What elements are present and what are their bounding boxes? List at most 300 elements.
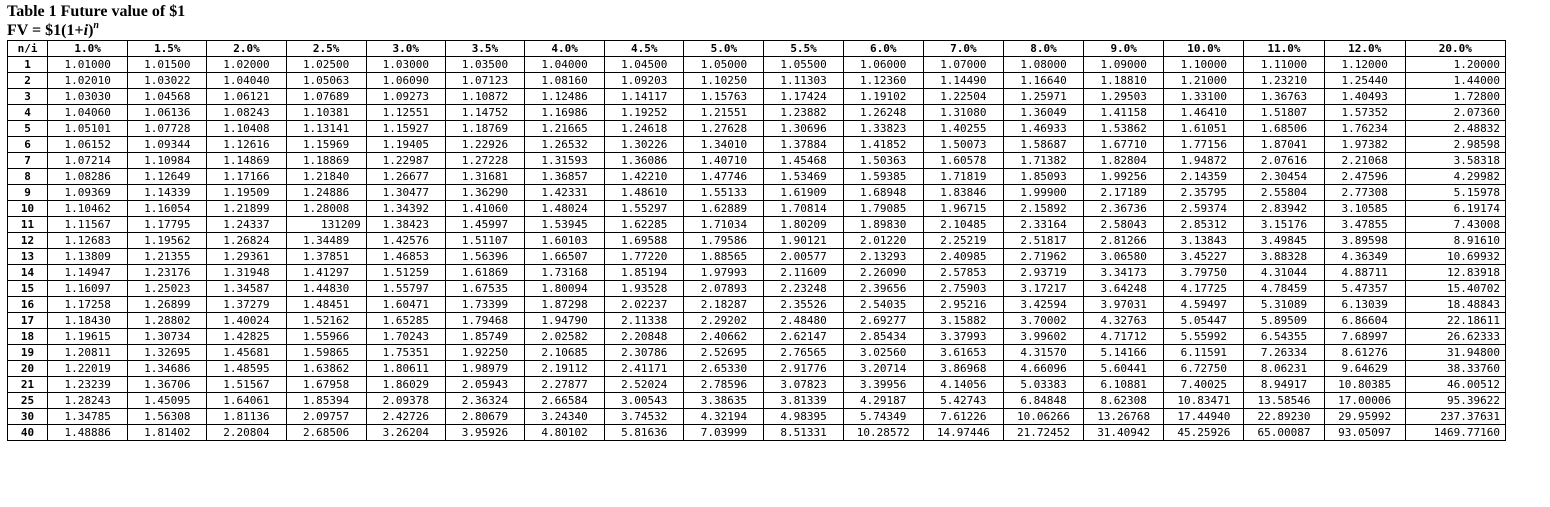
value-cell: 2.68506 [286,425,366,441]
value-cell: 4.29187 [843,393,923,409]
value-cell: 1.14752 [445,105,524,121]
value-cell: 4.29982 [1405,169,1505,185]
value-cell: 45.25926 [1164,425,1244,441]
period-cell: 17 [8,313,48,329]
value-cell: 1.26677 [366,169,445,185]
table-row [8,249,1506,265]
value-cell: 1.36290 [445,185,524,201]
value-cell: 1.07000 [923,57,1003,73]
value-cell: 1.02000 [207,57,286,73]
value-cell: 65.00087 [1244,425,1324,441]
value-cell: 3.58318 [1405,153,1505,169]
value-cell: 4.36349 [1324,249,1405,265]
value-cell: 1.58687 [1003,137,1083,153]
value-cell: 1.97993 [684,265,764,281]
value-cell: 1.87041 [1244,137,1324,153]
value-cell: 4.66096 [1003,361,1083,377]
value-cell: 237.37631 [1405,409,1505,425]
value-cell: 2.14359 [1164,169,1244,185]
period-cell: 15 [8,281,48,297]
value-cell: 1.10984 [128,153,207,169]
value-cell: 1.55297 [605,201,684,217]
value-cell: 7.40025 [1164,377,1244,393]
rate-header: 9.0% [1084,41,1164,57]
value-cell: 3.86968 [923,361,1003,377]
value-cell: 4.17725 [1164,281,1244,297]
period-cell: 4 [8,105,48,121]
table-row [8,265,1506,281]
value-cell: 2.80679 [445,409,524,425]
formula-suffix: ) [88,22,94,39]
value-cell: 1.48595 [207,361,286,377]
value-cell: 1.06152 [48,137,128,153]
value-cell: 1.94790 [525,313,605,329]
value-cell: 1.80611 [366,361,445,377]
value-cell: 2.83942 [1244,201,1324,217]
value-cell: 1.41060 [445,201,524,217]
value-cell: 2.10485 [923,217,1003,233]
value-cell: 3.10585 [1324,201,1405,217]
value-cell: 93.05097 [1324,425,1405,441]
value-cell: 1.69588 [605,233,684,249]
value-cell: 1.53862 [1084,121,1164,137]
value-cell: 3.42594 [1003,297,1083,313]
value-cell: 1.44000 [1405,73,1505,89]
value-cell: 1.56396 [445,249,524,265]
value-cell: 1.27228 [445,153,524,169]
value-cell: 2.21068 [1324,153,1405,169]
value-cell: 2.25219 [923,233,1003,249]
value-cell: 2.30454 [1244,169,1324,185]
value-cell: 2.35795 [1164,185,1244,201]
value-cell: 3.61653 [923,345,1003,361]
value-cell: 1.26899 [128,297,207,313]
value-cell: 1.04568 [128,89,207,105]
value-cell: 1.71034 [684,217,764,233]
value-cell: 2.26090 [843,265,923,281]
value-cell: 1.79468 [445,313,524,329]
value-cell: 10.28572 [843,425,923,441]
value-cell: 5.15978 [1405,185,1505,201]
value-cell: 1.45095 [128,393,207,409]
rate-header: 10.0% [1164,41,1244,57]
value-cell: 2.20848 [605,329,684,345]
value-cell: 18.48843 [1405,297,1505,313]
value-cell: 1.52162 [286,313,366,329]
period-cell: 1 [8,57,48,73]
value-cell: 15.40702 [1405,281,1505,297]
value-cell: 2.13293 [843,249,923,265]
value-cell: 3.38635 [684,393,764,409]
value-cell: 6.86604 [1324,313,1405,329]
value-cell: 1.05000 [684,57,764,73]
table-row [8,313,1506,329]
value-cell: 8.94917 [1244,377,1324,393]
value-cell: 1.23239 [48,377,128,393]
formula-line [7,21,1506,40]
value-cell: 1.10000 [1164,57,1244,73]
value-cell: 1.67958 [286,377,366,393]
value-cell: 3.24340 [525,409,605,425]
value-cell: 1.18430 [48,313,128,329]
value-cell: 4.14056 [923,377,1003,393]
value-cell: 1.36086 [605,153,684,169]
value-cell: 2.62147 [764,329,843,345]
value-cell: 3.81339 [764,393,843,409]
value-cell: 1.18810 [1084,73,1164,89]
value-cell: 3.34173 [1084,265,1164,281]
value-cell: 2.75903 [923,281,1003,297]
value-cell: 2.40985 [923,249,1003,265]
value-cell: 1.05063 [286,73,366,89]
value-cell: 1.25023 [128,281,207,297]
period-cell: 20 [8,361,48,377]
value-cell: 1.36049 [1003,105,1083,121]
value-cell: 2.95216 [923,297,1003,313]
value-cell: 6.13039 [1324,297,1405,313]
value-cell: 2.15892 [1003,201,1083,217]
value-cell: 1.19102 [843,89,923,105]
value-cell: 1.67535 [445,281,524,297]
value-cell: 1.48451 [286,297,366,313]
value-cell: 1.05500 [764,57,843,73]
value-cell: 1.57352 [1324,105,1405,121]
value-cell: 3.37993 [923,329,1003,345]
value-cell: 1.09273 [366,89,445,105]
formula-prefix: FV = $1(1+ [7,22,84,39]
period-cell: 12 [8,233,48,249]
value-cell: 17.00006 [1324,393,1405,409]
value-cell: 1.23176 [128,265,207,281]
value-cell: 2.27877 [525,377,605,393]
value-cell: 1.96715 [923,201,1003,217]
value-cell: 1.65285 [366,313,445,329]
value-cell: 3.49845 [1244,233,1324,249]
value-cell: 1.63862 [286,361,366,377]
value-cell: 1.13141 [286,121,366,137]
value-cell: 1.59865 [286,345,366,361]
value-cell: 1.37884 [764,137,843,153]
value-cell: 2.07893 [684,281,764,297]
value-cell: 1.46933 [1003,121,1083,137]
value-cell: 1.22926 [445,137,524,153]
value-cell: 1.77220 [605,249,684,265]
value-cell: 12.83918 [1405,265,1505,281]
rate-header: 3.5% [445,41,524,57]
value-cell: 1.67710 [1084,137,1164,153]
rate-header: 2.0% [207,41,286,57]
value-cell: 1.21840 [286,169,366,185]
value-cell: 1.26824 [207,233,286,249]
value-cell: 2.10685 [525,345,605,361]
table-row [8,393,1506,409]
value-cell: 1.42331 [525,185,605,201]
value-cell: 1.10462 [48,201,128,217]
value-cell: 5.81636 [605,425,684,441]
value-cell: 5.74349 [843,409,923,425]
value-cell: 1.21000 [1164,73,1244,89]
value-cell: 1.41297 [286,265,366,281]
rate-header: 7.0% [923,41,1003,57]
value-cell: 1.09369 [48,185,128,201]
value-cell: 2.02237 [605,297,684,313]
value-cell: 2.36324 [445,393,524,409]
value-cell: 6.19174 [1405,201,1505,217]
value-cell: 3.64248 [1084,281,1164,297]
value-cell: 1.36857 [525,169,605,185]
value-cell: 1.08286 [48,169,128,185]
value-cell: 5.03383 [1003,377,1083,393]
value-cell: 4.31570 [1003,345,1083,361]
value-cell: 2.29202 [684,313,764,329]
value-cell: 1.61869 [445,265,524,281]
value-cell: 1.98979 [445,361,524,377]
table-row [8,425,1506,441]
value-cell: 3.17217 [1003,281,1083,297]
value-cell: 1.40493 [1324,89,1405,105]
value-cell: 1.89830 [843,217,923,233]
table-row [8,281,1506,297]
value-cell: 1.31080 [923,105,1003,121]
value-cell: 1.77156 [1164,137,1244,153]
value-cell: 1.92250 [445,345,524,361]
value-cell: 3.39956 [843,377,923,393]
value-cell: 1.44830 [286,281,366,297]
value-cell: 7.03999 [684,425,764,441]
value-cell: 1.60103 [525,233,605,249]
rate-header: 8.0% [1003,41,1083,57]
value-cell: 1.27628 [684,121,764,137]
value-cell: 1.03000 [366,57,445,73]
value-cell: 1.07123 [445,73,524,89]
value-cell: 1.75351 [366,345,445,361]
table-row [8,217,1506,233]
value-cell: 1.48024 [525,201,605,217]
rate-header: 6.0% [843,41,923,57]
value-cell: 2.11609 [764,265,843,281]
value-cell: 1.28008 [286,201,366,217]
value-cell: 1.30734 [128,329,207,345]
period-cell: 40 [8,425,48,441]
value-cell: 1.60471 [366,297,445,313]
value-cell: 1.85093 [1003,169,1083,185]
value-cell: 3.95926 [445,425,524,441]
table-row [8,233,1506,249]
table-row [8,329,1506,345]
period-cell: 3 [8,89,48,105]
value-cell: 1.29361 [207,249,286,265]
value-cell: 1.15763 [684,89,764,105]
value-cell: 1.80094 [525,281,605,297]
value-cell: 1.14490 [923,73,1003,89]
value-cell: 2.20804 [207,425,286,441]
value-cell: 2.98598 [1405,137,1505,153]
value-cell: 1.19405 [366,137,445,153]
value-cell: 1.19252 [605,105,684,121]
value-cell: 5.60441 [1084,361,1164,377]
value-cell: 2.52024 [605,377,684,393]
value-cell: 1.32695 [128,345,207,361]
value-cell: 8.06231 [1244,361,1324,377]
future-value-table [7,40,1506,441]
value-cell: 1.02010 [48,73,128,89]
value-cell: 9.64629 [1324,361,1405,377]
value-cell: 95.39622 [1405,393,1505,409]
value-cell: 3.07823 [764,377,843,393]
value-cell: 1.51107 [445,233,524,249]
value-cell: 1.34587 [207,281,286,297]
value-cell: 1.14869 [207,153,286,169]
value-cell: 1.79586 [684,233,764,249]
value-cell: 1.61909 [764,185,843,201]
value-cell: 2.59374 [1164,201,1244,217]
value-cell: 10.69932 [1405,249,1505,265]
value-cell: 2.09757 [286,409,366,425]
value-cell: 1.17795 [128,217,207,233]
value-cell: 3.15176 [1244,217,1324,233]
value-cell: 1.28802 [128,313,207,329]
value-cell: 1.06121 [207,89,286,105]
value-cell: 2.07616 [1244,153,1324,169]
value-cell: 3.97031 [1084,297,1164,313]
table-title: Table 1 Future value of $1 [7,3,186,20]
value-cell: 2.02582 [525,329,605,345]
value-cell: 1.42210 [605,169,684,185]
table-row [8,377,1506,393]
value-cell: 1.85194 [605,265,684,281]
rate-header: 4.5% [605,41,684,57]
value-cell: 1.51807 [1244,105,1324,121]
formula-exponent: n [93,20,99,31]
value-cell: 2.78596 [684,377,764,393]
value-cell: 14.97446 [923,425,1003,441]
value-cell: 1.06136 [128,105,207,121]
value-cell: 2.23248 [764,281,843,297]
value-cell: 1.04500 [605,57,684,73]
value-cell: 1.20000 [1405,57,1505,73]
value-cell: 1.15969 [286,137,366,153]
value-cell: 38.33760 [1405,361,1505,377]
value-cell: 1.64061 [207,393,286,409]
table-row [8,409,1506,425]
table-body [8,57,1506,441]
value-cell: 1.22987 [366,153,445,169]
value-cell: 3.06580 [1084,249,1164,265]
value-cell: 2.39656 [843,281,923,297]
value-cell: 1.76234 [1324,121,1405,137]
period-cell: 14 [8,265,48,281]
value-cell: 1.36706 [128,377,207,393]
value-cell: 1.85394 [286,393,366,409]
value-cell: 1.45997 [445,217,524,233]
value-cell: 2.81266 [1084,233,1164,249]
value-cell: 1.50363 [843,153,923,169]
value-cell: 1.25971 [1003,89,1083,105]
value-cell: 1.71819 [923,169,1003,185]
value-cell: 1.12649 [128,169,207,185]
value-cell: 7.61226 [923,409,1003,425]
value-cell: 1.34785 [48,409,128,425]
value-cell: 1.21665 [525,121,605,137]
value-cell: 1.34010 [684,137,764,153]
value-cell: 1.31948 [207,265,286,281]
value-cell: 1.14339 [128,185,207,201]
value-cell: 1.23882 [764,105,843,121]
value-cell: 1.16097 [48,281,128,297]
rate-header: 2.5% [286,41,366,57]
period-cell: 7 [8,153,48,169]
value-cell: 31.40942 [1084,425,1164,441]
value-cell: 2.00577 [764,249,843,265]
value-cell: 3.88328 [1244,249,1324,265]
value-cell: 1.05101 [48,121,128,137]
value-cell: 1.19509 [207,185,286,201]
value-cell: 1.17166 [207,169,286,185]
value-cell: 1.16986 [525,105,605,121]
value-cell: 1.08160 [525,73,605,89]
value-cell: 2.93719 [1003,265,1083,281]
value-cell: 1.81402 [128,425,207,441]
value-cell: 1.15927 [366,121,445,137]
value-cell: 1.13809 [48,249,128,265]
value-cell: 1.51567 [207,377,286,393]
value-cell: 3.99602 [1003,329,1083,345]
value-cell: 3.13843 [1164,233,1244,249]
value-cell: 1.25440 [1324,73,1405,89]
value-cell: 1.46410 [1164,105,1244,121]
value-cell: 1.41158 [1084,105,1164,121]
value-cell: 1.12360 [843,73,923,89]
period-cell: 6 [8,137,48,153]
value-cell: 1.68948 [843,185,923,201]
value-cell: 1.53469 [764,169,843,185]
value-cell: 1.55797 [366,281,445,297]
value-cell: 3.45227 [1164,249,1244,265]
formula-variable: i [83,22,89,39]
value-cell: 131209 [286,217,366,233]
value-cell: 1.55133 [684,185,764,201]
value-cell: 4.88711 [1324,265,1405,281]
value-cell: 1.18769 [445,121,524,137]
value-cell: 2.17189 [1084,185,1164,201]
value-cell: 1.80209 [764,217,843,233]
value-cell: 1.48610 [605,185,684,201]
period-cell: 19 [8,345,48,361]
value-cell: 3.00543 [605,393,684,409]
value-cell: 3.74532 [605,409,684,425]
value-cell: 1.37851 [286,249,366,265]
value-cell: 1.31593 [525,153,605,169]
value-cell: 1.62889 [684,201,764,217]
value-cell: 8.62308 [1084,393,1164,409]
value-cell: 5.47357 [1324,281,1405,297]
value-cell: 4.59497 [1164,297,1244,313]
value-cell: 1.12551 [366,105,445,121]
value-cell: 2.69277 [843,313,923,329]
period-cell: 16 [8,297,48,313]
value-cell: 31.94800 [1405,345,1505,361]
value-cell: 1.48886 [48,425,128,441]
value-cell: 2.41171 [605,361,684,377]
table-row [8,153,1506,169]
value-cell: 2.05943 [445,377,524,393]
header-row [8,41,1506,57]
value-cell: 1.09344 [128,137,207,153]
value-cell: 1.14117 [605,89,684,105]
value-cell: 2.47596 [1324,169,1405,185]
value-cell: 1.16054 [128,201,207,217]
value-cell: 2.51817 [1003,233,1083,249]
